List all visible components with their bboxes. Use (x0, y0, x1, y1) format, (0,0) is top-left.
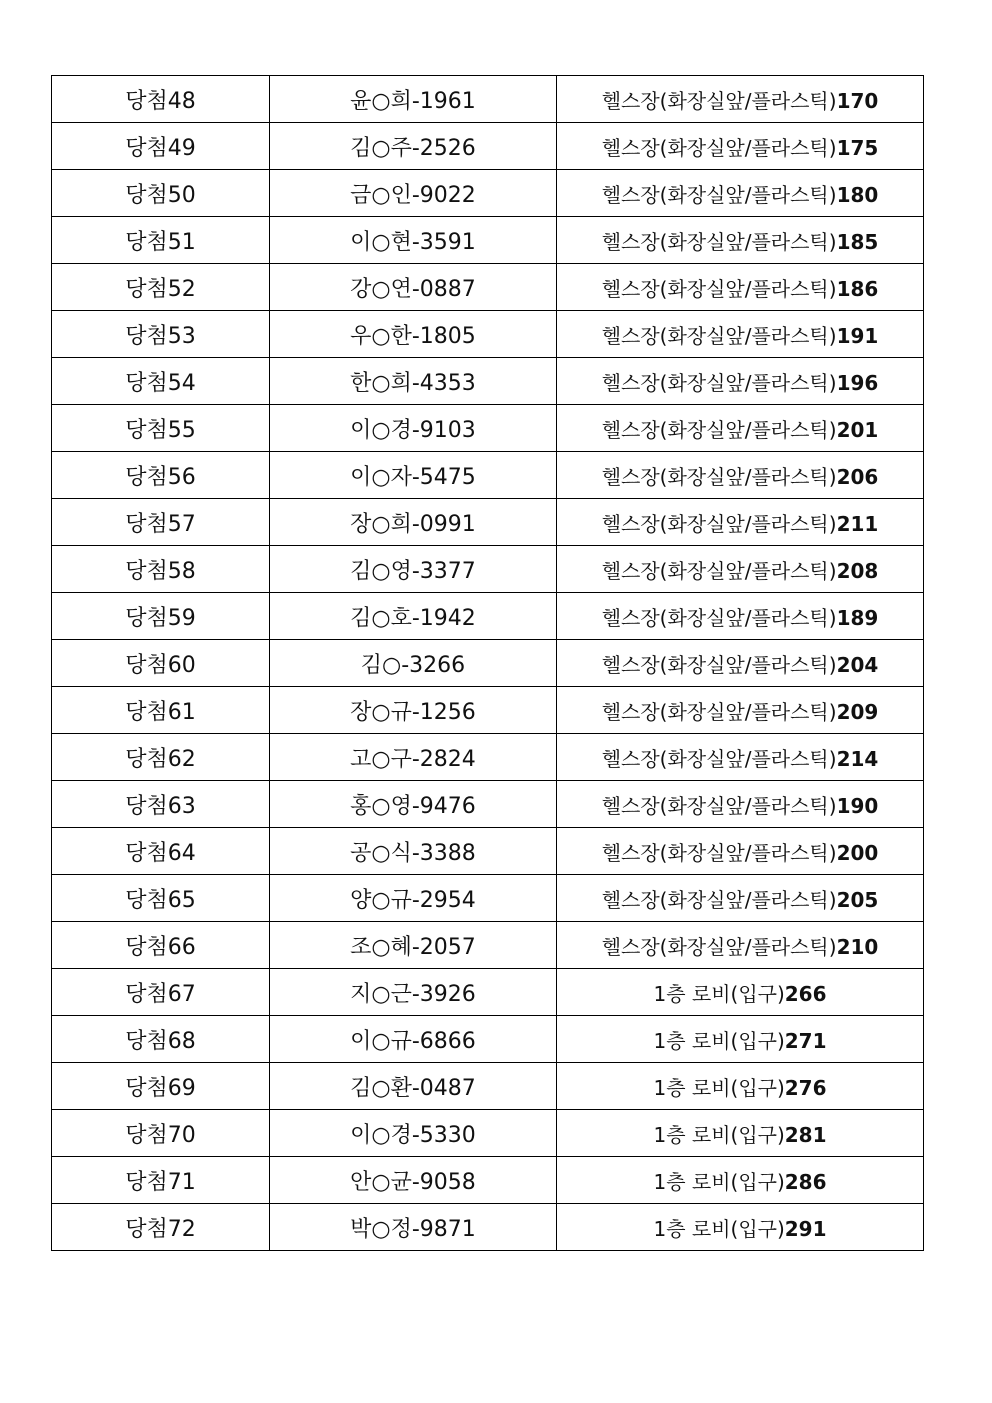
table-row (52, 687, 924, 734)
winner-name-cell: 공○식-3388 (270, 828, 557, 875)
winner-name-cell: 윤○희-1961 (270, 76, 557, 123)
table-row (52, 969, 924, 1016)
pickup-location-text: 헬스장(화장실앞/플라스틱) (601, 417, 837, 442)
pickup-location-text: 헬스장(화장실앞/플라스틱) (601, 746, 837, 771)
winner-rank-cell: 당첨48 (52, 76, 270, 123)
winner-rank-cell: 당첨58 (52, 546, 270, 593)
winner-name-cell: 한○희-4353 (270, 358, 557, 405)
locker-number: 291 (784, 1216, 827, 1241)
winner-name-cell: 이○경-9103 (270, 405, 557, 452)
pickup-location-text: 1층 로비(입구) (653, 1169, 785, 1194)
pickup-location-cell (557, 640, 924, 687)
locker-number: 191 (836, 323, 879, 348)
pickup-location-text: 헬스장(화장실앞/플라스틱) (601, 323, 837, 348)
pickup-location-text: 헬스장(화장실앞/플라스틱) (601, 464, 837, 489)
winner-rank-cell: 당첨68 (52, 1016, 270, 1063)
locker-number: 286 (784, 1169, 827, 1194)
locker-number: 276 (784, 1075, 827, 1100)
winner-rank-cell: 당첨59 (52, 593, 270, 640)
pickup-location-text: 헬스장(화장실앞/플라스틱) (601, 511, 837, 536)
pickup-location-text: 헬스장(화장실앞/플라스틱) (601, 605, 837, 630)
pickup-location-cell (557, 76, 924, 123)
table-row (52, 123, 924, 170)
table-row (52, 311, 924, 358)
winner-name-cell: 장○희-0991 (270, 499, 557, 546)
winner-name-cell: 조○혜-2057 (270, 922, 557, 969)
pickup-location-text: 헬스장(화장실앞/플라스틱) (601, 276, 837, 301)
locker-number: 209 (836, 699, 879, 724)
pickup-location-cell (557, 1204, 924, 1251)
table-row (52, 358, 924, 405)
table-row (52, 593, 924, 640)
table-row (52, 1016, 924, 1063)
winner-name-cell: 강○연-0887 (270, 264, 557, 311)
pickup-location-text: 헬스장(화장실앞/플라스틱) (601, 88, 837, 113)
locker-number: 210 (836, 934, 879, 959)
locker-number: 206 (836, 464, 879, 489)
table-row (52, 217, 924, 264)
winner-rank-cell: 당첨61 (52, 687, 270, 734)
winner-name-cell: 김○영-3377 (270, 546, 557, 593)
winner-name-cell: 장○규-1256 (270, 687, 557, 734)
winner-rank-cell: 당첨57 (52, 499, 270, 546)
table-row (52, 405, 924, 452)
winner-name-cell: 우○한-1805 (270, 311, 557, 358)
locker-number: 200 (836, 840, 879, 865)
winner-name-cell: 김○-3266 (270, 640, 557, 687)
locker-number: 205 (836, 887, 879, 912)
pickup-location-text: 헬스장(화장실앞/플라스틱) (601, 840, 837, 865)
winner-rank-cell: 당첨54 (52, 358, 270, 405)
winner-name-cell: 김○주-2526 (270, 123, 557, 170)
pickup-location-text: 헬스장(화장실앞/플라스틱) (601, 229, 837, 254)
pickup-location-text: 헬스장(화장실앞/플라스틱) (601, 652, 837, 677)
pickup-location-cell (557, 264, 924, 311)
pickup-location-cell (557, 875, 924, 922)
locker-number: 201 (836, 417, 879, 442)
pickup-location-cell (557, 311, 924, 358)
table-row (52, 1110, 924, 1157)
pickup-location-cell (557, 1063, 924, 1110)
winner-rank-cell: 당첨49 (52, 123, 270, 170)
table-row (52, 1157, 924, 1204)
table-row (52, 452, 924, 499)
pickup-location-cell (557, 734, 924, 781)
locker-number: 170 (836, 88, 879, 113)
locker-number: 190 (836, 793, 879, 818)
winner-name-cell: 홍○영-9476 (270, 781, 557, 828)
winner-name-cell: 금○인-9022 (270, 170, 557, 217)
pickup-location-cell (557, 170, 924, 217)
pickup-location-text: 1층 로비(입구) (653, 1122, 785, 1147)
table-row (52, 546, 924, 593)
winner-rank-cell: 당첨63 (52, 781, 270, 828)
pickup-location-cell (557, 828, 924, 875)
winner-rank-cell: 당첨70 (52, 1110, 270, 1157)
locker-number: 211 (836, 511, 879, 536)
winner-rank-cell: 당첨50 (52, 170, 270, 217)
pickup-location-text: 헬스장(화장실앞/플라스틱) (601, 887, 837, 912)
pickup-location-cell (557, 1110, 924, 1157)
pickup-location-text: 1층 로비(입구) (653, 1028, 785, 1053)
pickup-location-text: 헬스장(화장실앞/플라스틱) (601, 558, 837, 583)
pickup-location-cell (557, 499, 924, 546)
table-row (52, 264, 924, 311)
pickup-location-cell (557, 358, 924, 405)
winners-table (51, 75, 924, 1251)
pickup-location-cell (557, 969, 924, 1016)
pickup-location-text: 1층 로비(입구) (653, 1075, 785, 1100)
table-row (52, 76, 924, 123)
winner-rank-cell: 당첨60 (52, 640, 270, 687)
winner-rank-cell: 당첨67 (52, 969, 270, 1016)
winner-rank-cell: 당첨72 (52, 1204, 270, 1251)
pickup-location-text: 헬스장(화장실앞/플라스틱) (601, 182, 837, 207)
winner-name-cell: 박○정-9871 (270, 1204, 557, 1251)
winners-table-body (52, 76, 924, 1251)
winner-name-cell: 이○경-5330 (270, 1110, 557, 1157)
winner-rank-cell: 당첨62 (52, 734, 270, 781)
locker-number: 271 (784, 1028, 827, 1053)
pickup-location-cell (557, 1157, 924, 1204)
table-row (52, 734, 924, 781)
locker-number: 281 (784, 1122, 827, 1147)
pickup-location-cell (557, 217, 924, 264)
table-row (52, 781, 924, 828)
winner-name-cell: 양○규-2954 (270, 875, 557, 922)
locker-number: 185 (836, 229, 879, 254)
pickup-location-text: 헬스장(화장실앞/플라스틱) (601, 934, 837, 959)
winner-name-cell: 이○자-5475 (270, 452, 557, 499)
locker-number: 266 (784, 981, 827, 1006)
locker-number: 214 (836, 746, 879, 771)
winner-name-cell: 김○호-1942 (270, 593, 557, 640)
pickup-location-text: 헬스장(화장실앞/플라스틱) (601, 370, 837, 395)
table-row (52, 828, 924, 875)
locker-number: 186 (836, 276, 879, 301)
pickup-location-cell (557, 405, 924, 452)
winner-rank-cell: 당첨55 (52, 405, 270, 452)
winner-rank-cell: 당첨51 (52, 217, 270, 264)
pickup-location-text: 헬스장(화장실앞/플라스틱) (601, 793, 837, 818)
pickup-location-cell (557, 687, 924, 734)
winner-rank-cell: 당첨65 (52, 875, 270, 922)
winner-name-cell: 김○환-0487 (270, 1063, 557, 1110)
winner-name-cell: 지○근-3926 (270, 969, 557, 1016)
winner-rank-cell: 당첨52 (52, 264, 270, 311)
table-row (52, 1063, 924, 1110)
pickup-location-text: 헬스장(화장실앞/플라스틱) (601, 699, 837, 724)
winner-name-cell: 고○구-2824 (270, 734, 557, 781)
locker-number: 175 (836, 135, 879, 160)
locker-number: 196 (836, 370, 879, 395)
locker-number: 204 (836, 652, 879, 677)
winner-name-cell: 안○균-9058 (270, 1157, 557, 1204)
pickup-location-cell (557, 1016, 924, 1063)
table-row (52, 922, 924, 969)
pickup-location-cell (557, 593, 924, 640)
pickup-location-text: 1층 로비(입구) (653, 1216, 785, 1241)
table-row (52, 170, 924, 217)
winner-name-cell: 이○규-6866 (270, 1016, 557, 1063)
pickup-location-cell (557, 452, 924, 499)
pickup-location-text: 헬스장(화장실앞/플라스틱) (601, 135, 837, 160)
pickup-location-cell (557, 922, 924, 969)
table-row (52, 640, 924, 687)
winner-rank-cell: 당첨71 (52, 1157, 270, 1204)
locker-number: 208 (836, 558, 879, 583)
winner-rank-cell: 당첨69 (52, 1063, 270, 1110)
pickup-location-text: 1층 로비(입구) (653, 981, 785, 1006)
pickup-location-cell (557, 781, 924, 828)
locker-number: 189 (836, 605, 879, 630)
locker-number: 180 (836, 182, 879, 207)
winner-name-cell: 이○현-3591 (270, 217, 557, 264)
winner-rank-cell: 당첨64 (52, 828, 270, 875)
winner-rank-cell: 당첨53 (52, 311, 270, 358)
table-row (52, 499, 924, 546)
pickup-location-cell (557, 546, 924, 593)
winner-rank-cell: 당첨66 (52, 922, 270, 969)
table-row (52, 875, 924, 922)
table-row (52, 1204, 924, 1251)
winner-rank-cell: 당첨56 (52, 452, 270, 499)
pickup-location-cell (557, 123, 924, 170)
